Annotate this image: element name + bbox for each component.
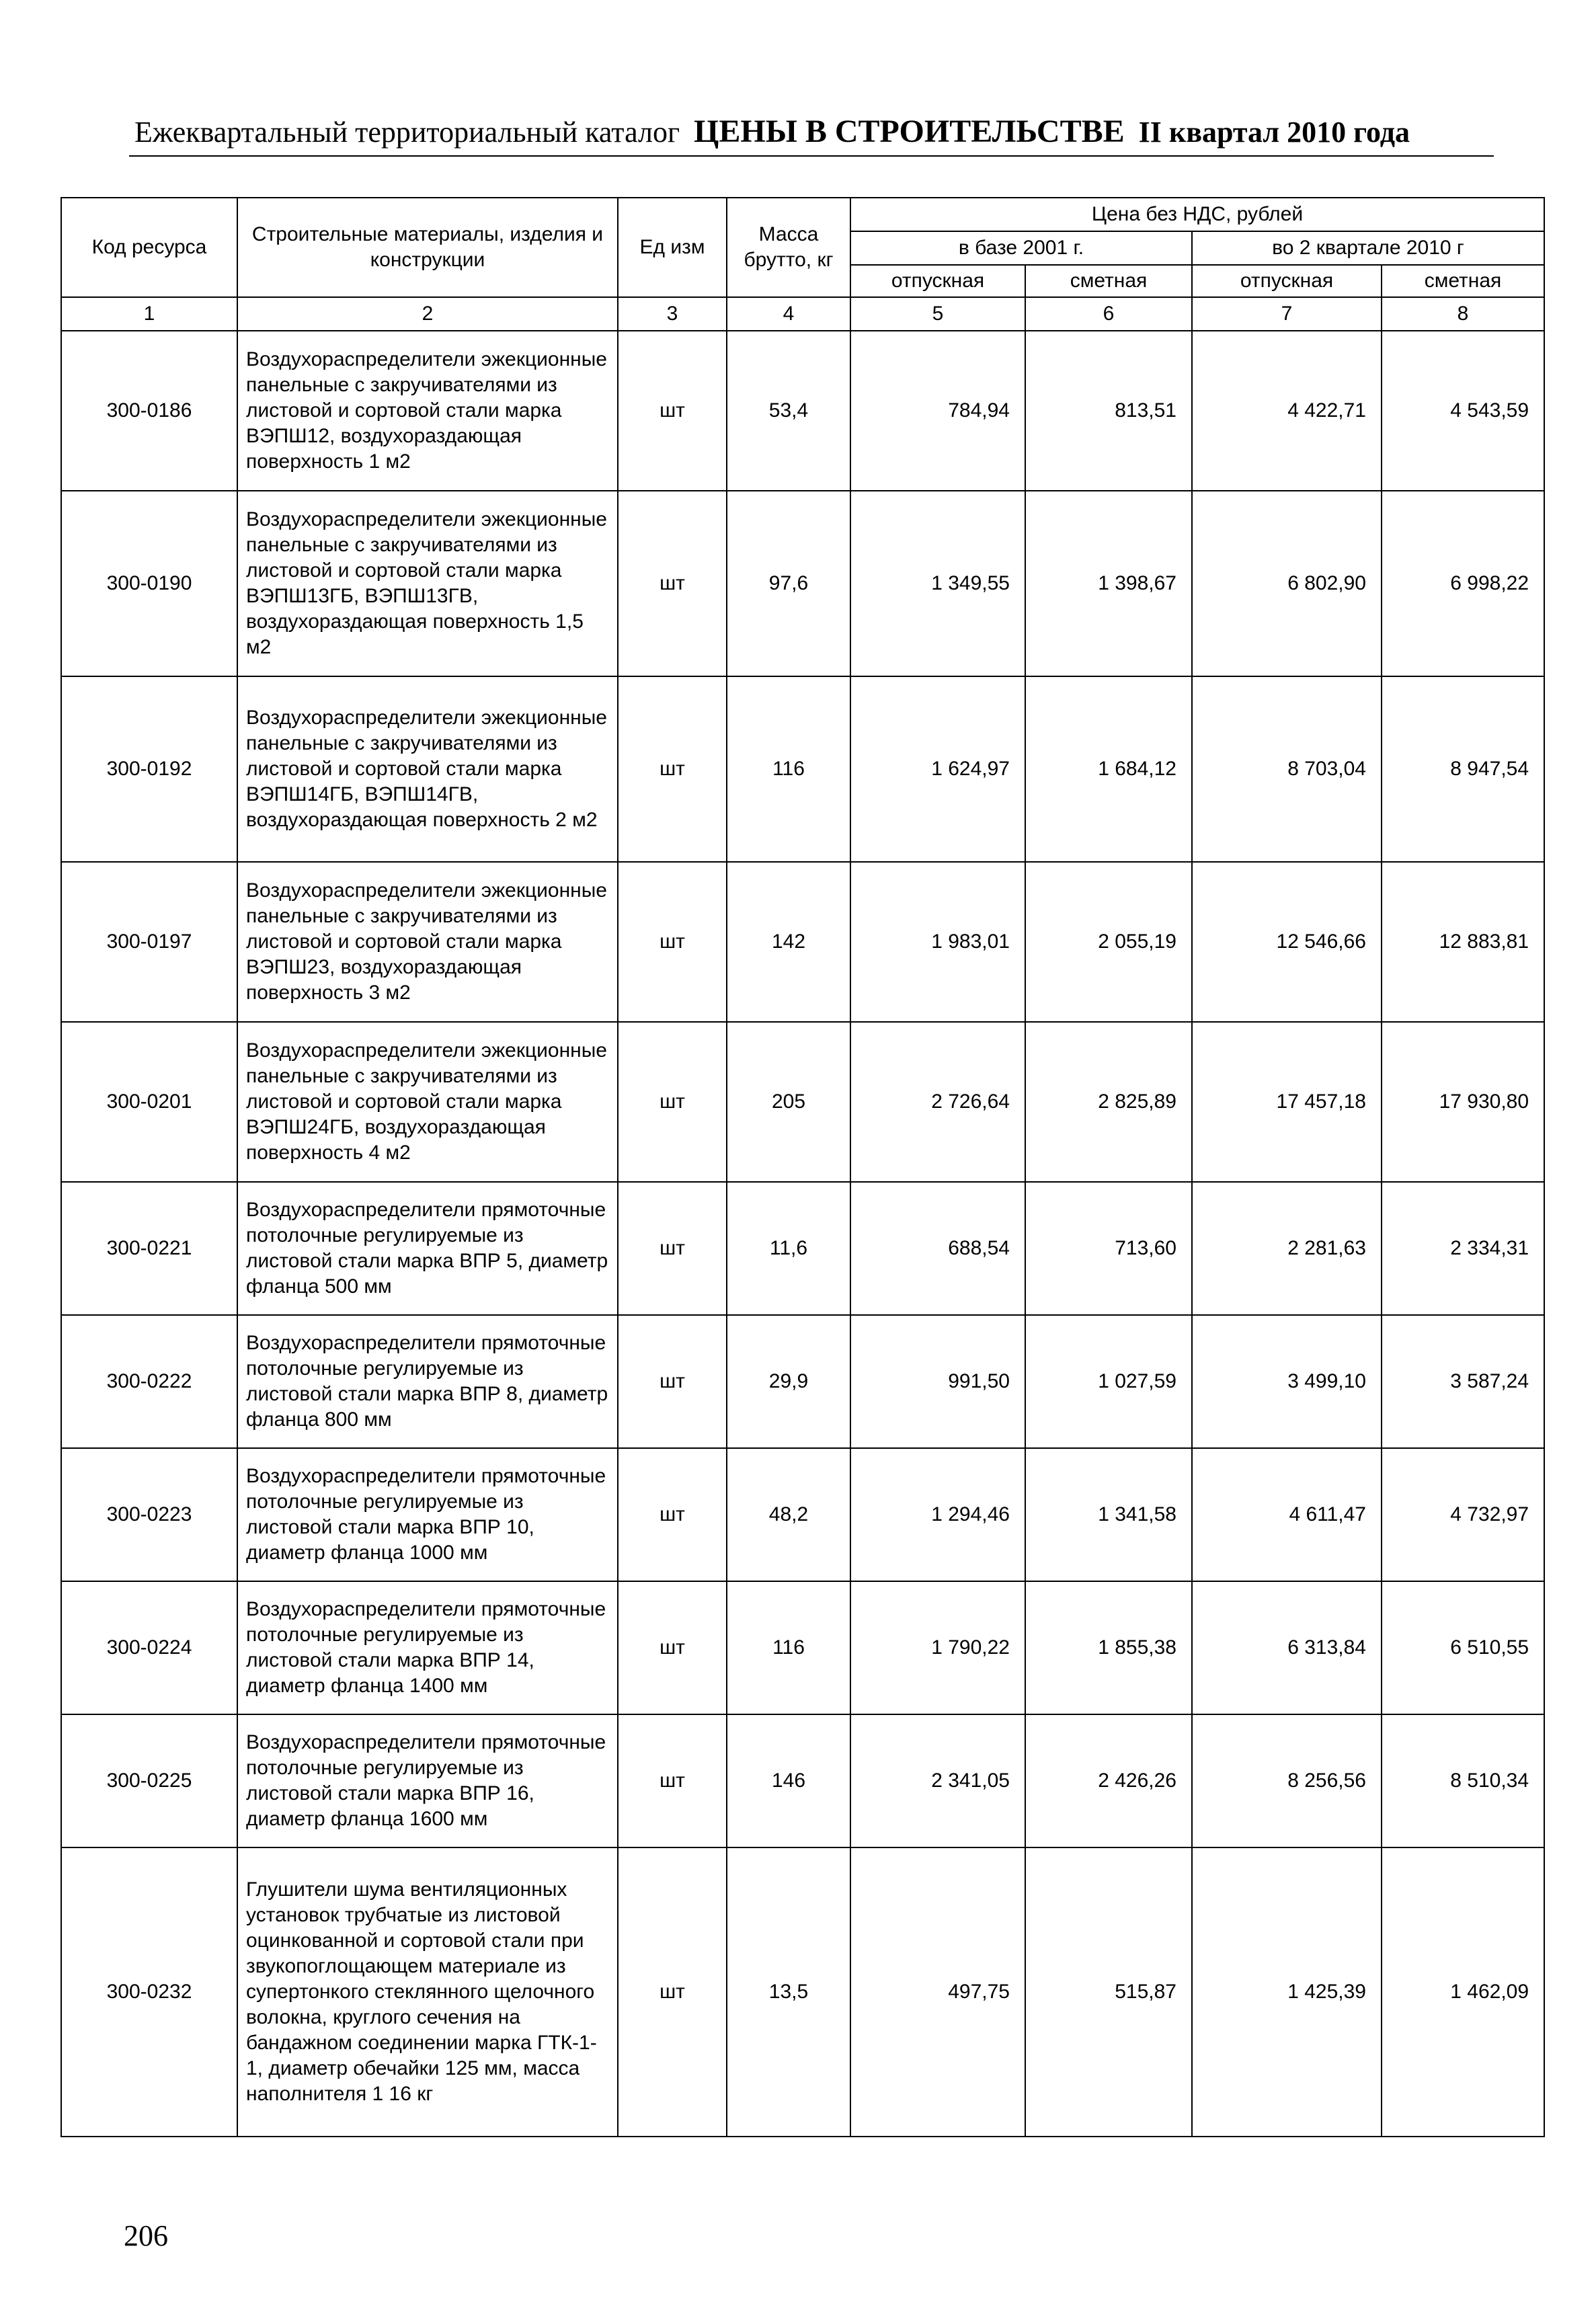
table-row: [61, 1448, 1544, 1581]
col-header-base-estimate: сметная: [1025, 265, 1192, 297]
header-period: II квартал 2010 года: [1138, 116, 1410, 149]
page-number: 206: [124, 2219, 168, 2252]
current-estimate-price: 4 732,97: [1382, 1448, 1544, 1581]
resource-code: 300-0224: [61, 1581, 237, 1714]
current-estimate-price: 3 587,24: [1382, 1315, 1544, 1448]
gross-mass: 13,5: [727, 1847, 850, 2137]
unit: шт: [618, 491, 727, 676]
current-estimate-price: 6 510,55: [1382, 1581, 1544, 1714]
material-name: Воздухораспределители эжекционные панельные с закручивателями из листовой и сортовой стали марка ВЭПШ23, воздухораздающая поверхность 3 м2: [237, 862, 618, 1022]
resource-code: 300-0223: [61, 1448, 237, 1581]
gross-mass: 116: [727, 676, 850, 862]
current-estimate-price: 4 543,59: [1382, 331, 1544, 491]
col-header-code: Код ресурса: [61, 198, 237, 297]
resource-code: 300-0190: [61, 491, 237, 676]
current-release-price: 2 281,63: [1192, 1182, 1382, 1315]
col-number: 2: [237, 297, 618, 331]
base-estimate-price: 2 825,89: [1025, 1022, 1192, 1182]
base-release-price: 688,54: [850, 1182, 1025, 1315]
gross-mass: 53,4: [727, 331, 850, 491]
base-estimate-price: 1 684,12: [1025, 676, 1192, 862]
material-name: Воздухораспределители эжекционные панельные с закручивателями из листовой и сортовой стали марка ВЭПШ14ГБ, ВЭПШ14ГВ, воздухораздающая поверхность 2 м2: [237, 676, 618, 862]
current-release-price: 3 499,10: [1192, 1315, 1382, 1448]
gross-mass: 48,2: [727, 1448, 850, 1581]
unit: шт: [618, 1315, 727, 1448]
gross-mass: 97,6: [727, 491, 850, 676]
resource-code: 300-0201: [61, 1022, 237, 1182]
unit: шт: [618, 1714, 727, 1847]
unit: шт: [618, 1581, 727, 1714]
price-table: [61, 197, 1545, 2137]
table-row: [61, 1581, 1544, 1714]
table-row: [61, 1714, 1544, 1847]
base-estimate-price: 1 341,58: [1025, 1448, 1192, 1581]
base-estimate-price: 713,60: [1025, 1182, 1192, 1315]
base-estimate-price: 1 398,67: [1025, 491, 1192, 676]
col-number: 1: [61, 297, 237, 331]
current-release-price: 12 546,66: [1192, 862, 1382, 1022]
material-name: Воздухораспределители прямоточные потолочные регулируемые из листовой стали марка ВПР 8, диаметр фланца 800 мм: [237, 1315, 618, 1448]
base-release-price: 2 726,64: [850, 1022, 1025, 1182]
col-number: 6: [1025, 297, 1192, 331]
col-number: 4: [727, 297, 850, 331]
base-estimate-price: 1 855,38: [1025, 1581, 1192, 1714]
col-header-price: Цена без НДС, рублей: [850, 198, 1544, 231]
material-name: Воздухораспределители эжекционные панельные с закручивателями из листовой и сортовой стали марка ВЭПШ12, воздухораздающая поверхность 1 м2: [237, 331, 618, 491]
current-release-price: 6 313,84: [1192, 1581, 1382, 1714]
gross-mass: 205: [727, 1022, 850, 1182]
resource-code: 300-0186: [61, 331, 237, 491]
current-estimate-price: 2 334,31: [1382, 1182, 1544, 1315]
base-release-price: 1 983,01: [850, 862, 1025, 1022]
table-row: [61, 1315, 1544, 1448]
base-estimate-price: 2 426,26: [1025, 1714, 1192, 1847]
current-release-price: 1 425,39: [1192, 1847, 1382, 2137]
material-name: Воздухораспределители эжекционные панельные с закручивателями из листовой и сортовой стали марка ВЭПШ24ГБ, воздухораздающая поверхность 4 м2: [237, 1022, 618, 1182]
unit: шт: [618, 862, 727, 1022]
col-number: 7: [1192, 297, 1382, 331]
base-release-price: 1 624,97: [850, 676, 1025, 862]
resource-code: 300-0222: [61, 1315, 237, 1448]
gross-mass: 116: [727, 1581, 850, 1714]
current-release-price: 4 611,47: [1192, 1448, 1382, 1581]
base-estimate-price: 515,87: [1025, 1847, 1192, 2137]
gross-mass: 11,6: [727, 1182, 850, 1315]
unit: шт: [618, 676, 727, 862]
resource-code: 300-0225: [61, 1714, 237, 1847]
material-name: Воздухораспределители эжекционные панельные с закручивателями из листовой и сортовой стали марка ВЭПШ13ГБ, ВЭПШ13ГВ, воздухораздающая поверхность 1,5 м2: [237, 491, 618, 676]
current-estimate-price: 8 510,34: [1382, 1714, 1544, 1847]
table-row: [61, 1022, 1544, 1182]
base-release-price: 2 341,05: [850, 1714, 1025, 1847]
base-release-price: 1 790,22: [850, 1581, 1025, 1714]
gross-mass: 142: [727, 862, 850, 1022]
material-name: Глушители шума вентиляционных установок трубчатые из листовой оцинкованной и сортовой стали при звукопоглощающем материале из супертонкого стеклянного щелочного волокна, круглого сечения на бандажном соединении марка ГТК-1-1, диаметр обечайки 125 мм, масса наполнителя 1 16 кг: [237, 1847, 618, 2137]
col-header-base: в базе 2001 г.: [850, 231, 1192, 265]
current-release-price: 6 802,90: [1192, 491, 1382, 676]
current-release-price: 8 703,04: [1192, 676, 1382, 862]
col-header-mass: Масса брутто, кг: [727, 198, 850, 297]
base-estimate-price: 1 027,59: [1025, 1315, 1192, 1448]
base-release-price: 1 349,55: [850, 491, 1025, 676]
table-row: [61, 676, 1544, 862]
col-number: 5: [850, 297, 1025, 331]
gross-mass: 29,9: [727, 1315, 850, 1448]
col-header-current: во 2 квартале 2010 г: [1192, 231, 1544, 265]
col-header-unit: Ед изм: [618, 198, 727, 297]
base-estimate-price: 813,51: [1025, 331, 1192, 491]
base-release-price: 784,94: [850, 331, 1025, 491]
current-estimate-price: 1 462,09: [1382, 1847, 1544, 2137]
unit: шт: [618, 1847, 727, 2137]
current-release-price: 8 256,56: [1192, 1714, 1382, 1847]
col-header-name: Строительные материалы, изделия и конструкции: [237, 198, 618, 297]
unit: шт: [618, 331, 727, 491]
current-estimate-price: 6 998,22: [1382, 491, 1544, 676]
header-title: ЦЕНЫ В СТРОИТЕЛЬСТВЕ: [694, 114, 1125, 149]
col-number: 3: [618, 297, 727, 331]
table-row: [61, 862, 1544, 1022]
current-estimate-price: 8 947,54: [1382, 676, 1544, 862]
col-number: 8: [1382, 297, 1544, 331]
resource-code: 300-0232: [61, 1847, 237, 2137]
col-header-current-estimate: сметная: [1382, 265, 1544, 297]
material-name: Воздухораспределители прямоточные потолочные регулируемые из листовой стали марка ВПР 16, диаметр фланца 1600 мм: [237, 1714, 618, 1847]
col-header-base-release: отпускная: [850, 265, 1025, 297]
table-row: [61, 1847, 1544, 2137]
gross-mass: 146: [727, 1714, 850, 1847]
material-name: Воздухораспределители прямоточные потолочные регулируемые из листовой стали марка ВПР 5, диаметр фланца 500 мм: [237, 1182, 618, 1315]
current-release-price: 17 457,18: [1192, 1022, 1382, 1182]
current-estimate-price: 17 930,80: [1382, 1022, 1544, 1182]
page-header: [134, 113, 1492, 150]
table-row: [61, 491, 1544, 676]
base-release-price: 497,75: [850, 1847, 1025, 2137]
material-name: Воздухораспределители прямоточные потолочные регулируемые из листовой стали марка ВПР 10, диаметр фланца 1000 мм: [237, 1448, 618, 1581]
base-release-price: 991,50: [850, 1315, 1025, 1448]
unit: шт: [618, 1448, 727, 1581]
unit: шт: [618, 1182, 727, 1315]
table-row: [61, 331, 1544, 491]
resource-code: 300-0197: [61, 862, 237, 1022]
resource-code: 300-0221: [61, 1182, 237, 1315]
current-estimate-price: 12 883,81: [1382, 862, 1544, 1022]
material-name: Воздухораспределители прямоточные потолочные регулируемые из листовой стали марка ВПР 14, диаметр фланца 1400 мм: [237, 1581, 618, 1714]
unit: шт: [618, 1022, 727, 1182]
base-release-price: 1 294,46: [850, 1448, 1025, 1581]
header-catalog-name: Ежеквартальный территориальный каталог: [134, 116, 680, 149]
current-release-price: 4 422,71: [1192, 331, 1382, 491]
col-header-current-release: отпускная: [1192, 265, 1382, 297]
table-row: [61, 1182, 1544, 1315]
resource-code: 300-0192: [61, 676, 237, 862]
base-estimate-price: 2 055,19: [1025, 862, 1192, 1022]
header-rule: [129, 155, 1494, 157]
